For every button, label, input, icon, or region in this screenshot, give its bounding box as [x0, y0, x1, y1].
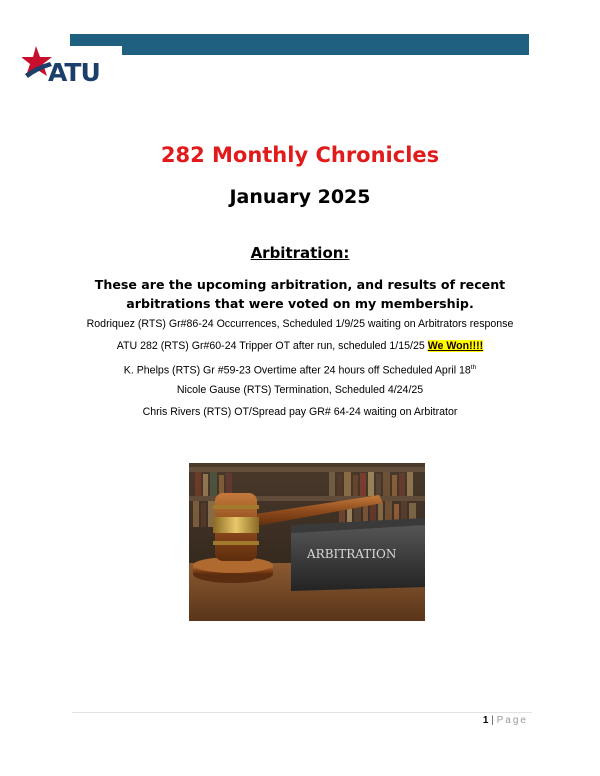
footer-divider	[72, 712, 532, 713]
header-bar	[70, 34, 529, 55]
ordinal-suffix: th	[470, 364, 477, 371]
intro-paragraph: These are the upcoming arbitration, and results of recent arbitrations that were voted on my membership.	[94, 277, 506, 311]
arbitration-gavel-photo	[189, 463, 425, 621]
arbitration-item: Rodriquez (RTS) Gr#86-24 Occurrences, Scheduled 1/9/25 waiting on Arbitrators response	[86, 318, 514, 330]
section-heading: Arbitration:	[250, 244, 350, 262]
arbitration-list	[30, 317, 570, 427]
logo-text: ATU	[48, 58, 100, 87]
newsletter-month: January 2025	[229, 186, 371, 208]
arbitration-item: K. Phelps (RTS) Gr #59-23 Overtime after 24 hours off Scheduled April 18th	[123, 364, 477, 377]
won-highlight: We Won!!!!	[427, 340, 484, 352]
page-number: 1	[482, 715, 489, 726]
book-label: ARBITRATION	[307, 547, 397, 561]
arbitration-item: Chris Rivers (RTS) OT/Spread pay GR# 64-24 waiting on Arbitrator	[142, 406, 458, 418]
page-footer: 1 | Page	[482, 715, 528, 726]
page-label: Page	[496, 715, 528, 726]
arbitration-item: ATU 282 (RTS) Gr#60-24 Tripper OT after run, scheduled 1/15/25 We Won!!!!	[116, 340, 484, 352]
newsletter-title: 282 Monthly Chronicles	[160, 143, 440, 167]
arbitration-item: Nicole Gause (RTS) Termination, Scheduled 4/24/25	[176, 384, 424, 396]
